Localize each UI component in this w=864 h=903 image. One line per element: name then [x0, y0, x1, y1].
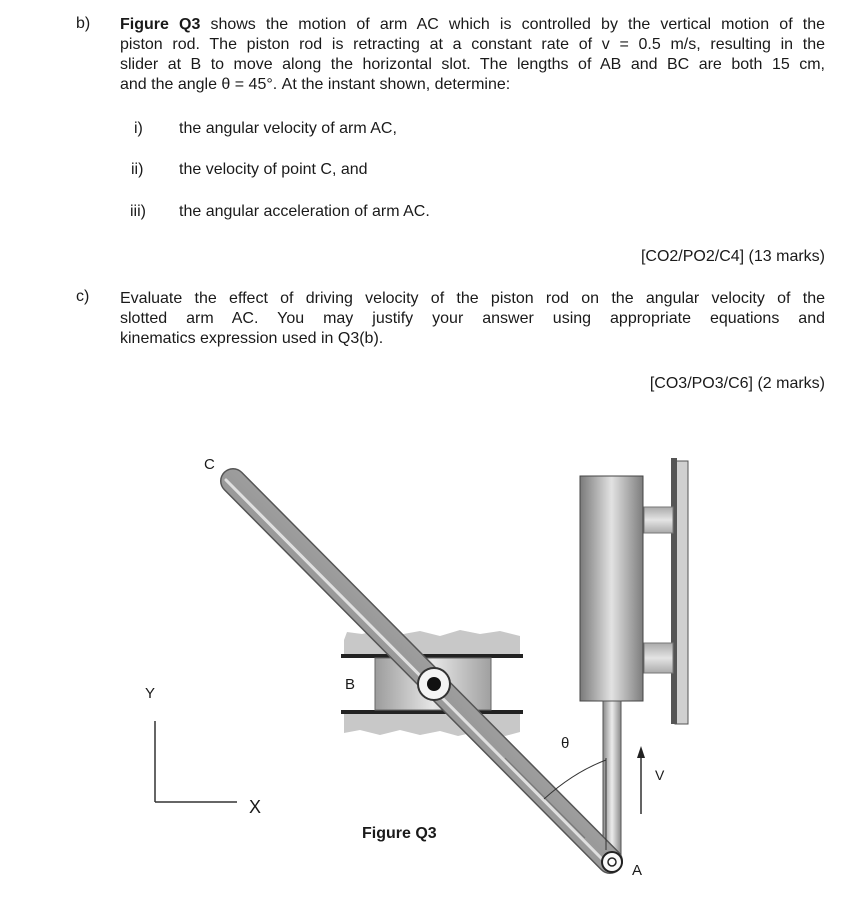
part-b-line-2: piston rod. The piston rod is retracting at a constant rate of v = 0.5 m/s, resulting in the — [120, 36, 825, 53]
item-i-num: i) — [134, 120, 143, 137]
part-b-line-3: slider at B to move along the horizontal slot. The lengths of AB and BC are both 15 cm, — [120, 56, 825, 73]
item-iii-text: the angular acceleration of arm AC. — [179, 203, 430, 220]
part-b-label: b) — [76, 15, 91, 32]
item-ii-num: ii) — [131, 161, 144, 178]
part-b-line-4: and the angle θ = 45°. At the instant shown, determine: — [120, 76, 511, 93]
part-c-line-2: slotted arm AC. You may justify your answer using appropriate equations and — [120, 310, 825, 327]
part-b-line-1-text: shows the motion of arm AC which is controlled by the vertical motion of the — [200, 16, 825, 33]
label-x-axis: X — [249, 797, 262, 817]
part-c-line-1: Evaluate the effect of driving velocity of the piston rod on the angular velocity of the — [120, 290, 825, 307]
part-c-line-3: kinematics expression used in Q3(b). — [120, 330, 384, 347]
coordinate-axes — [155, 721, 237, 802]
hydraulic-cylinder — [580, 476, 643, 701]
label-v: V — [655, 767, 665, 783]
wall-support — [644, 458, 688, 724]
figure-caption: Figure Q3 — [362, 825, 437, 842]
velocity-arrow — [637, 746, 645, 814]
item-iii-num: iii) — [130, 203, 146, 220]
part-c-label: c) — [76, 288, 90, 305]
pin-b — [418, 668, 450, 700]
label-y-axis: Y — [145, 685, 156, 702]
part-c-marks: [CO3/PO3/C6] (2 marks) — [649, 375, 825, 392]
item-ii-text: the velocity of point C, and — [179, 161, 368, 178]
label-a: A — [632, 862, 643, 879]
pin-a — [602, 852, 622, 872]
item-i-text: the angular velocity of arm AC, — [179, 120, 397, 137]
label-theta: θ — [561, 735, 570, 752]
label-b: B — [345, 676, 356, 693]
figure-ref: Figure Q3 — [120, 16, 201, 33]
arm-ac — [226, 480, 610, 862]
part-b-marks: [CO2/PO2/C4] (13 marks) — [640, 248, 825, 265]
label-c: C — [204, 456, 215, 473]
